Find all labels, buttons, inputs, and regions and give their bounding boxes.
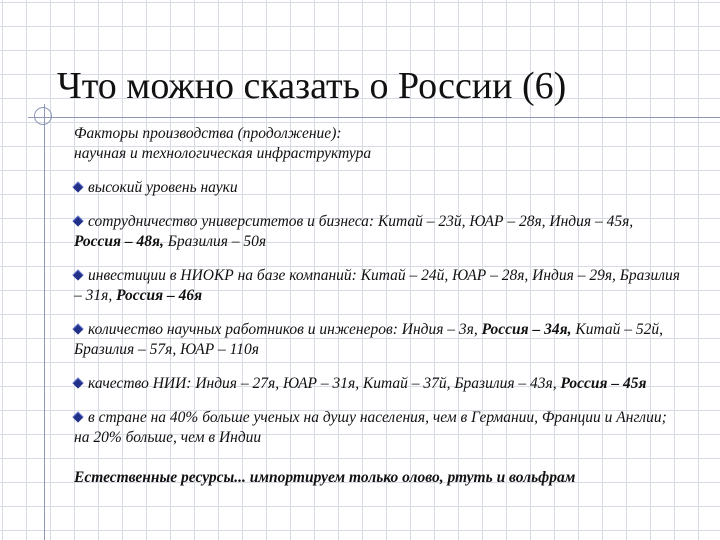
diamond-bullet-icon [72,269,83,280]
bullet-item [74,374,684,394]
ring-ornament-icon [34,107,52,125]
bullet-text-highlight: Россия – 34я, [481,321,572,338]
bullet-item [74,408,684,448]
bullet-text-highlight: Россия – 45я [560,375,647,392]
section-heading-line-1: Факторы производства (продолжение): [74,125,342,142]
slide-title: Что можно сказать о России (6) [57,65,567,107]
title-divider-vertical [44,104,45,540]
diamond-bullet-icon [72,215,83,226]
bullet-item [74,320,684,360]
bullet-text: Бразилия – 50я [163,233,267,250]
bullet-item [74,178,684,198]
bullet-item [74,266,684,306]
bullet-text: Китай – 52й, Бразилия – 57я, ЮАР – 110я [74,321,663,358]
bullet-text: количество научных работников и инженеров: Индия – 3я, [88,321,482,338]
bullet-text: качество НИИ: Индия – 27я, ЮАР – 31я, Китай – 37й, Бразилия – 43я, [88,375,561,392]
footer-note: Естественные ресурсы... импортируем только олово, ртуть и вольфрам [74,469,576,486]
bullet-text: в стране на 40% больше ученых на душу населения, чем в Германии, Франции и Англии; на 20% больше, чем в Индии [74,409,667,446]
diamond-bullet-icon [72,377,83,388]
bullet-text: сотрудничество университетов и бизнеса: Китай – 23й, ЮАР – 28я, Индия – 45я, [88,213,634,230]
bullet-text-highlight: Россия – 48я, [74,233,164,250]
section-heading [74,124,684,164]
bullet-text: инвестиции в НИОКР на базе компаний: Китай – 24й, ЮАР – 28я, Индия – 29я, Бразилия – 31я, [74,267,680,304]
bullet-text-highlight: Россия – 46я [116,287,203,304]
diamond-bullet-icon [72,411,83,422]
section-heading-line-2: научная и технологическая инфраструктура [74,145,372,162]
diamond-bullet-icon [72,181,83,192]
bullet-item [74,212,684,252]
diamond-bullet-icon [72,323,83,334]
slide-body [74,124,684,488]
bullet-text: высокий уровень науки [88,179,238,196]
title-divider-horizontal [28,117,720,118]
